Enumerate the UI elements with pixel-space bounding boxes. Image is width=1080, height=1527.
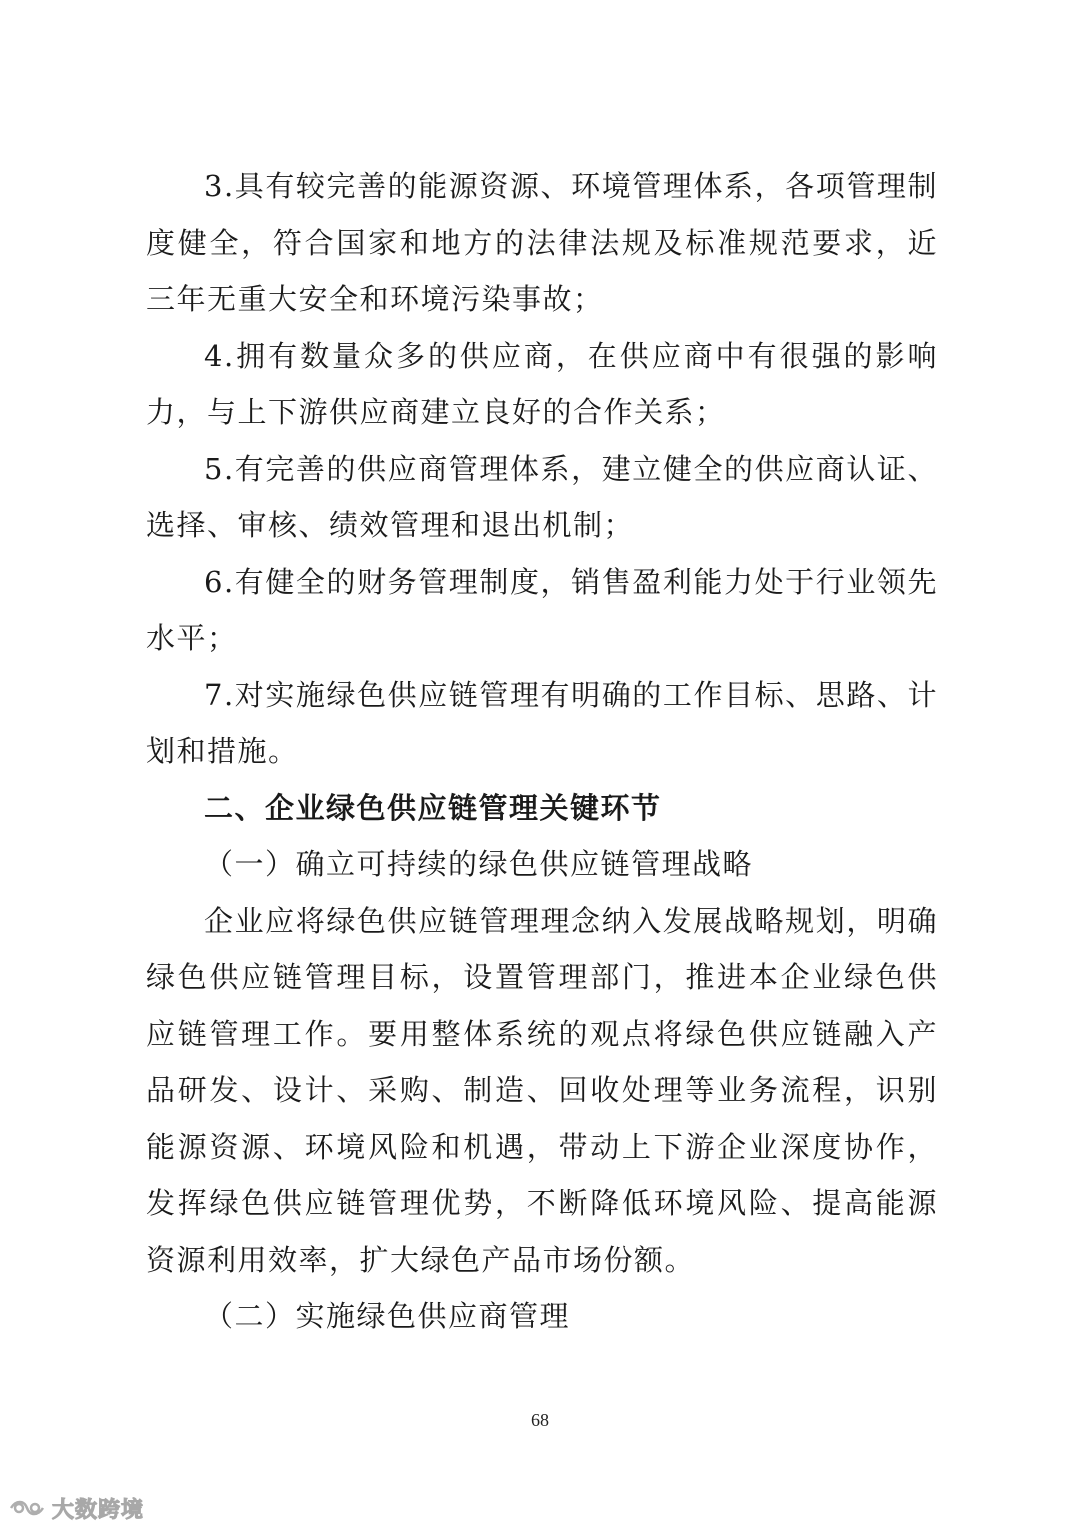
paragraph-criterion-6: 6.有健全的财务管理制度，销售盈利能力处于行业领先水平； [146,564,938,655]
subsection-2-title: （二）实施绿色供应商管理 [204,1299,571,1333]
paragraph-criterion-3: 3.具有较完善的能源资源、环境管理体系，各项管理制度健全，符合国家和地方的法律法规及标准规范要求，近三年无重大安全和环境污染事故； [146,169,938,316]
subsection-1-body: 企业应将绿色供应链管理理念纳入发展战略规划，明确绿色供应链管理目标，设置管理部门，推进本企业绿色供应链管理工作。要用整体系统的观点将绿色供应链融入产品研发、设计、采购、制造、回收处理等业务流程，识别能源资源、环境风险和机遇，带动上下游企业深度协作，发挥绿色供应链管理优势，不断降低环境风险、提高能源资源利用效率，扩大绿色产品市场份额。 [146,903,938,1277]
paragraph-criterion-7: 7.对实施绿色供应链管理有明确的工作目标、思路、计划和措施。 [146,677,938,768]
watermark [8,1494,144,1522]
watermark-text: 大数跨境 [52,1497,145,1523]
document-body [146,158,938,1345]
eye-logo-icon [8,1497,46,1519]
subsection-1-title: （一）确立可持续的绿色供应链管理战略 [204,847,754,881]
paragraph-criterion-5: 5.有完善的供应商管理体系，建立健全的供应商认证、选择、审核、绩效管理和退出机制； [146,451,938,542]
page-number: 68 [531,1410,549,1430]
paragraph-criterion-4: 4.拥有数量众多的供应商，在供应商中有很强的影响力，与上下游供应商建立良好的合作关系； [146,338,938,429]
section-heading: 二、企业绿色供应链管理关键环节 [204,790,662,825]
